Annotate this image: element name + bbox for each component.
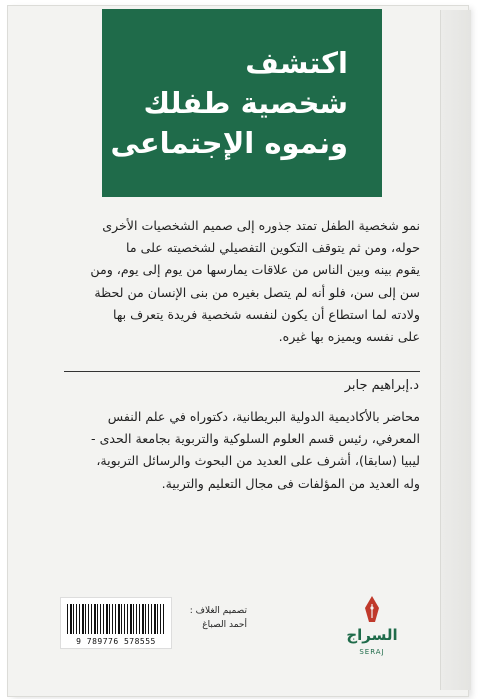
- isbn-barcode: [60, 597, 172, 649]
- cover-design-credit: [177, 604, 247, 632]
- credit-designer: أحمد الصباغ: [202, 620, 247, 630]
- author-name: د.إبراهيم جابر: [344, 378, 419, 393]
- bio-line: ليبيا (سابقا)، أشرف على العديد من البحوث والرسائل التربوية،: [96, 453, 420, 469]
- publisher-logo: [342, 594, 402, 660]
- blurb-line: ولادته لما استطاع أن يكون لنفسه شخصية فريدة يتعرف بها: [113, 306, 420, 322]
- bio-line: محاضر بالأكاديمية الدولية البريطانية، دكتوراه في علم النفس: [107, 409, 420, 424]
- pen-nib-icon: [342, 594, 402, 628]
- blurb-line: حوله، ومن ثم يتوقف التكوين التفصيلي لشخصيته على ما: [126, 240, 420, 256]
- blurb-line: نمو شخصية الطفل تمتد جذوره إلى صميم الشخصيات الأخرى: [102, 218, 420, 233]
- author-bio: [64, 406, 420, 495]
- publisher-name: السراج: [346, 626, 398, 644]
- credit-label: تصميم الغلاف :: [189, 606, 247, 616]
- blurb-line: على نفسه ويميزه بها غيره.: [278, 329, 420, 345]
- title-line-3: ونموه الإجتماعى: [110, 126, 348, 160]
- bio-line: المعرفي، رئيس قسم العلوم السلوكية والتربوية بجامعة الحدى -: [91, 431, 420, 447]
- publisher-latin-name: SERAJ: [359, 648, 385, 656]
- book-blurb: [64, 215, 420, 348]
- section-divider: [64, 371, 420, 372]
- blurb-line: يقوم بينه وبين الناس من علاقات يمارسها من يوم إلى يوم، ومن: [90, 262, 420, 278]
- bio-line: وله العديد من المؤلفات فى مجال التعليم والتربية.: [161, 475, 420, 491]
- cover-edge: [440, 10, 471, 690]
- title-line-2: شخصية طفلك: [143, 86, 348, 120]
- blurb-line: سن إلى سن، فلو أنه لم يتصل بغيره من بنى الإنسان من لحظة: [94, 284, 420, 300]
- title-line-1: اكتشف: [245, 46, 348, 80]
- title-box: [102, 9, 382, 197]
- barcode-number: 9 789776 578555: [76, 637, 156, 646]
- barcode-bars: [67, 604, 165, 634]
